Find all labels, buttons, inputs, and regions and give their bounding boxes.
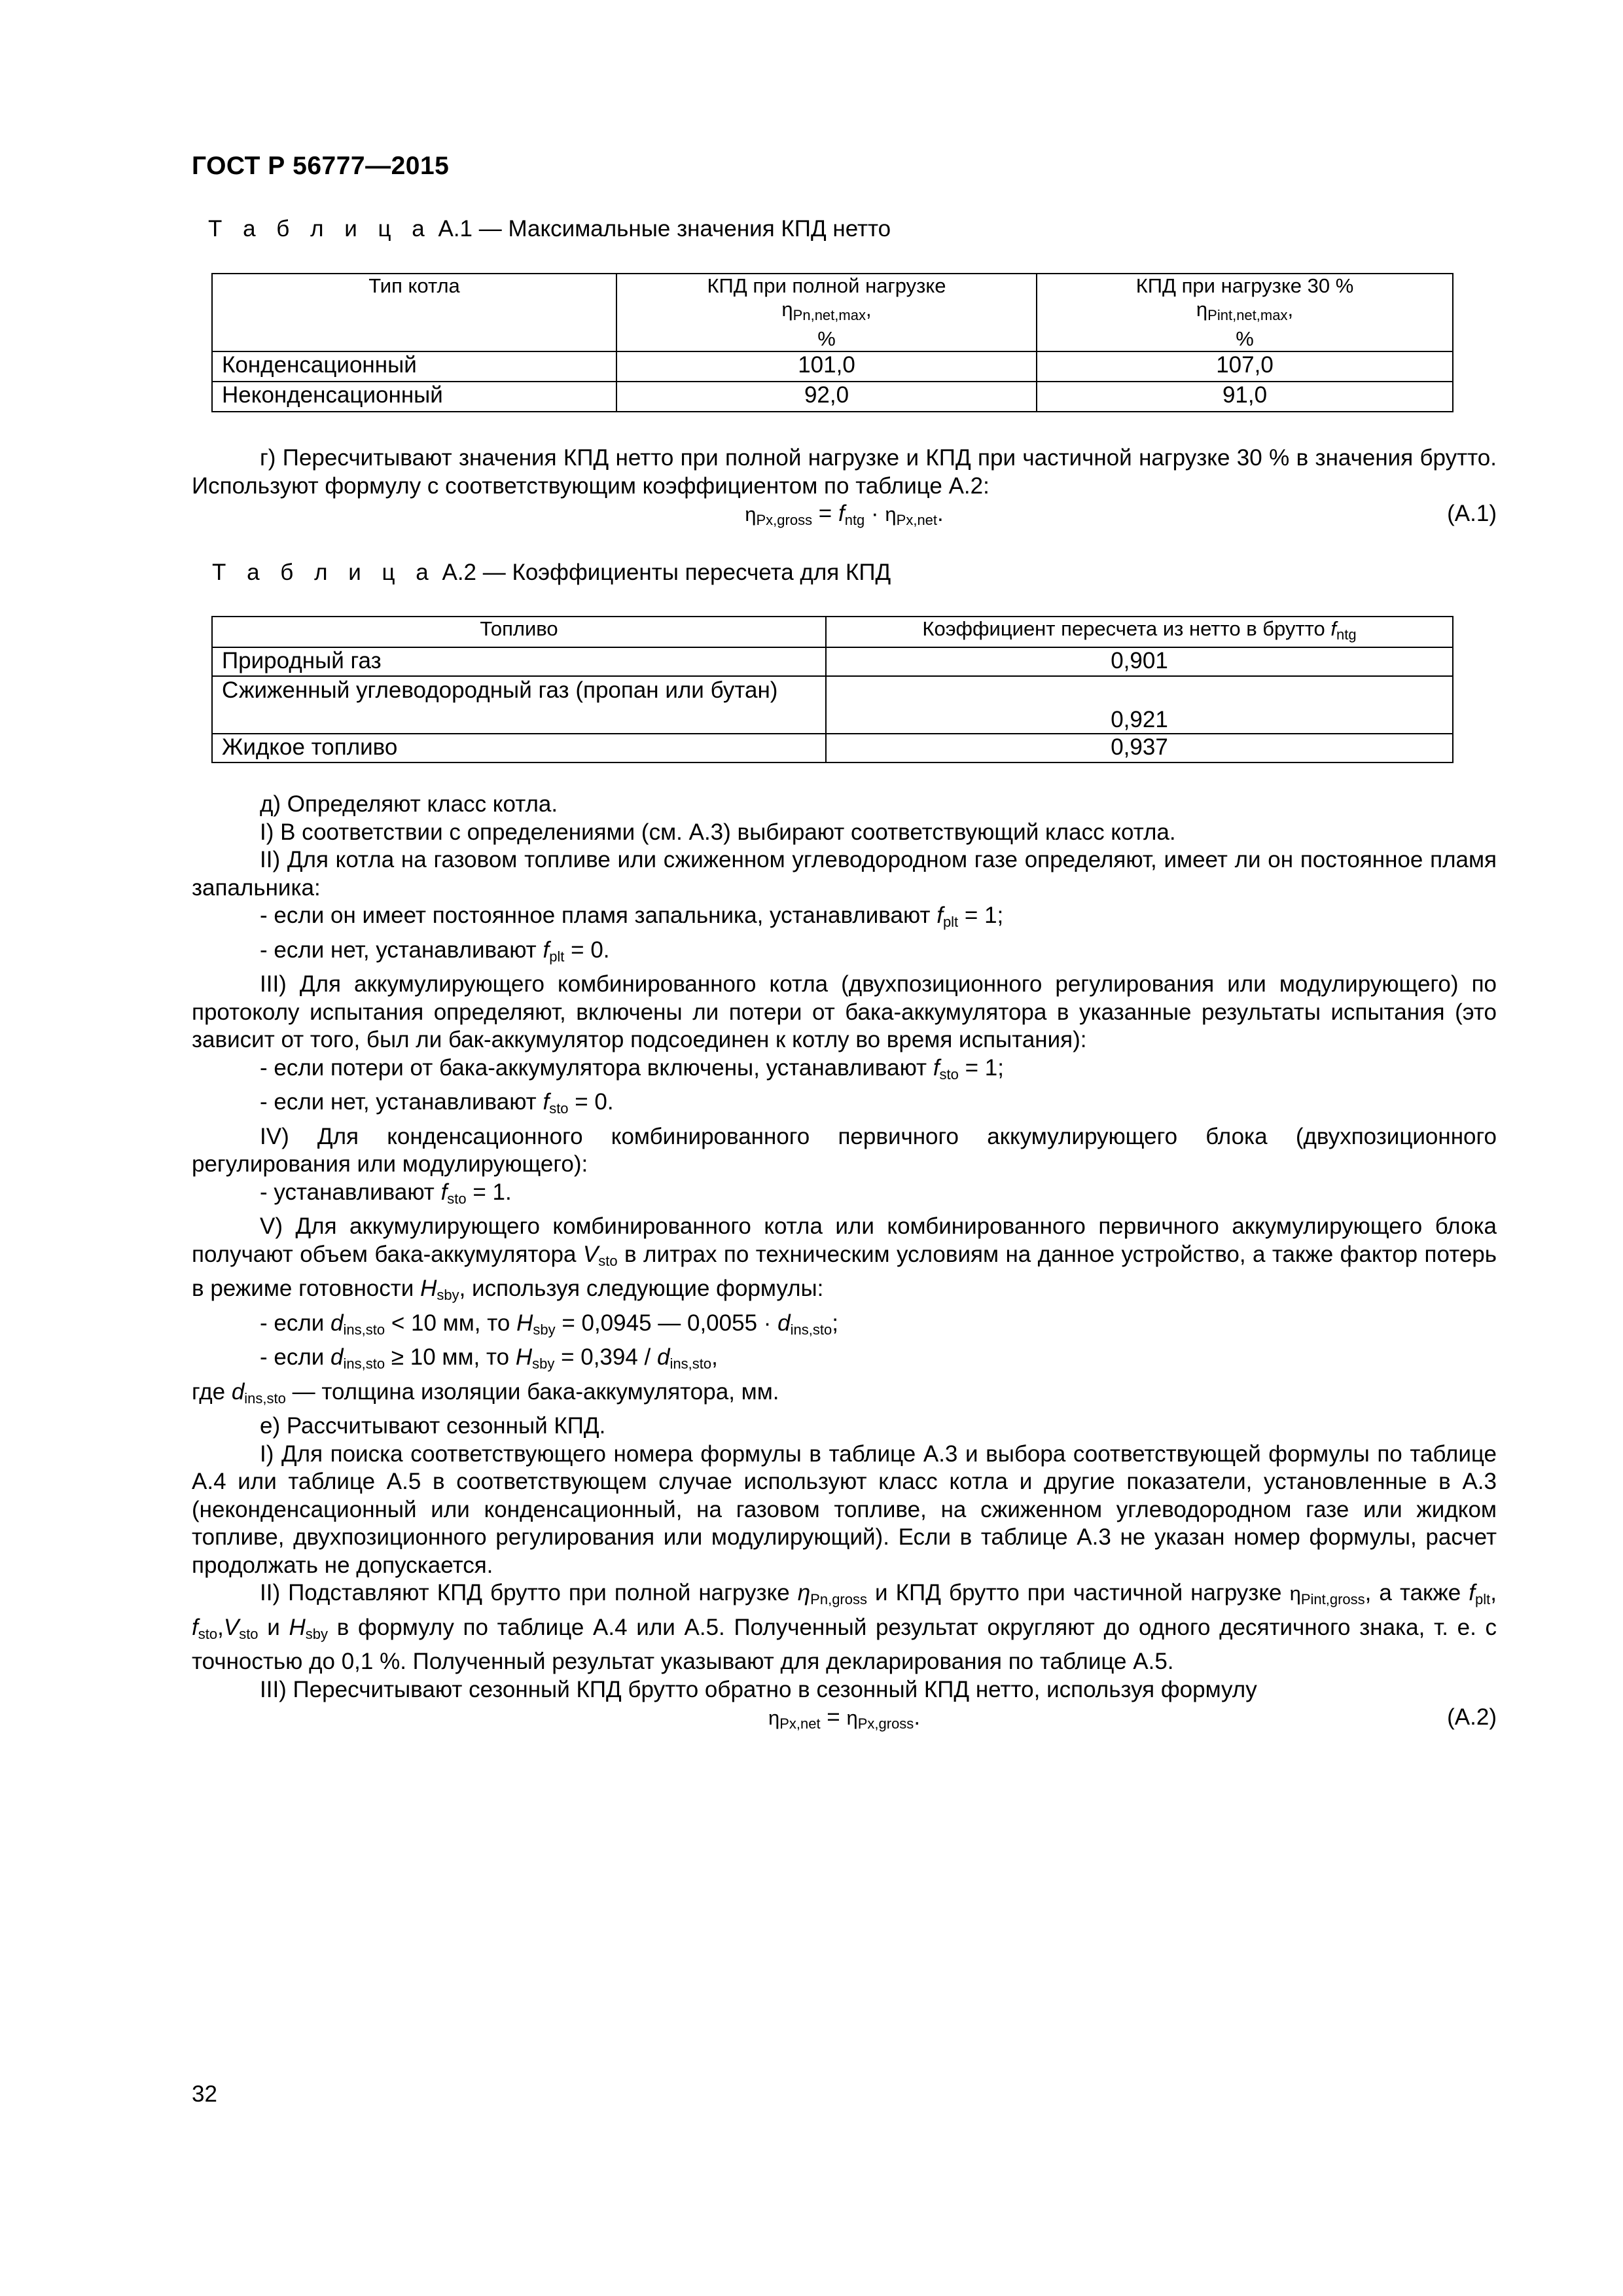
table-label: Т а б л и ц а (212, 560, 436, 585)
formula-a2: $\eta_{Px,net} = \eta_{Px,gross}$. (А.2) (768, 1704, 1497, 1732)
formula-number: (А.2) (1447, 1704, 1497, 1730)
cell-boiler-type: Неконденсационный (212, 382, 616, 412)
table-row (212, 676, 1453, 734)
header-unit: % (1236, 327, 1254, 350)
cell-part-load: 107,0 (1037, 351, 1453, 382)
table-a2-caption (212, 560, 891, 586)
table-a2-title: А.2 — Коэффициенты пересчета для КПД (442, 560, 891, 585)
header-boiler-type: Тип котла (212, 274, 616, 351)
header-symbol: $\eta_{Pint,net,max}$, (1196, 298, 1294, 323)
header-unit: % (817, 327, 836, 350)
cell-coefficient: 0,901 (826, 647, 1453, 676)
paragraph-g (192, 444, 1497, 528)
cell-full-load: 101,0 (616, 351, 1037, 382)
table-header-row (212, 274, 1453, 351)
header-fuel: Топливо (212, 617, 826, 647)
page-number: 32 (192, 2081, 217, 2107)
header-efficiency-30 (1037, 274, 1453, 351)
table-a1-caption (208, 216, 891, 242)
section-e-i: I) Для поиска соответствующего номера формулы в таблице А.3 и выбора соответствующей формулы по таблице А.4 или таблице А.5 в соответствующем случае используют класс котла и другие показатели, установленные в А.3 (неконденсационный или конденсационный, на газовом топливе, на сжиженном углеводородном газе или жидком топливе, двухпозиционного регулирования или модулирующий). Если в таблице А.3 не указан номер формулы, расчет продолжать не допускается. (192, 1441, 1497, 1578)
table-row (212, 351, 1453, 382)
list-item: - если он имеет постоянное пламя запальника, устанавливают $f_{plt} = 1$; (260, 903, 1004, 930)
cell-fuel: Сжиженный углеводородный газ (пропан или бутан) (212, 676, 826, 734)
cell-part-load: 91,0 (1037, 382, 1453, 412)
where-clause: где $d_{ins,sto}$ — толщина изоляции бака-аккумулятора, мм. (192, 1378, 779, 1407)
table-a1-title: А.1 — Максимальные значения КПД нетто (438, 216, 891, 242)
formula-number: (А.1) (1447, 501, 1497, 526)
table-header-row (212, 617, 1453, 647)
table-label: Т а б л и ц а (208, 216, 432, 242)
list-item: - если $d_{ins,sto} \ge 10$ мм, то $H_{sby} = 0,394 / d_{ins,sto}$, (260, 1344, 718, 1372)
header-efficiency-full (616, 274, 1037, 351)
section-e-iii: III) Пересчитывают сезонный КПД брутто обратно в сезонный КПД нетто, используя формулу (260, 1676, 1257, 1702)
table-row (212, 734, 1453, 762)
header-coefficient: Коэффициент пересчета из нетто в брутто $f_{ntg}$ (826, 617, 1453, 647)
list-item: - если $d_{ins,sto} < 10$ мм, то $H_{sby} = 0,0945$ — $0,0055 \cdot d_{ins,sto}$; (260, 1310, 838, 1338)
cell-fuel: Жидкое топливо (212, 734, 826, 762)
main-body (192, 791, 1497, 1732)
cell-boiler-type: Конденсационный (212, 351, 616, 382)
table-a1 (211, 273, 1454, 412)
section-d-title: д) Определяют класс котла. (260, 791, 558, 817)
table-row (212, 382, 1453, 412)
header-text: КПД при нагрузке 30 % (1135, 274, 1354, 297)
table-row (212, 647, 1453, 676)
document-header: ГОСТ Р 56777—2015 (192, 152, 450, 180)
formula-a1: $\eta_{Px,gross} = f_{ntg} \cdot \eta_{Px,net}$. (А.1) (745, 501, 1497, 528)
cell-coefficient: 0,937 (826, 734, 1453, 762)
section-d-i: I) В соответствии с определениями (см. А.3) выбирают соответствующий класс котла. (260, 819, 1176, 845)
section-d-iv: IV) Для конденсационного комбинированного первичного аккумулирующего блока (двухпозиционного регулирования или модулирующего): (192, 1123, 1497, 1177)
cell-full-load: 92,0 (616, 382, 1037, 412)
cell-fuel: Природный газ (212, 647, 826, 676)
section-d-iii: III) Для аккумулирующего комбинированного котла (двухпозиционного регулирования или модулирующего) по протоколу испытания определяют, включены ли потери от бака-аккумулятора в указанные результаты испытания (это зависит от того, был ли бак-аккумулятор подсоединен к котлу во время испытания): (192, 971, 1497, 1052)
cell-coefficient: 0,921 (826, 676, 1453, 734)
table-a2 (211, 616, 1454, 763)
list-item: - если нет, устанавливают $f_{sto} = 0$. (260, 1089, 614, 1117)
section-e-title: е) Рассчитывают сезонный КПД. (260, 1413, 606, 1439)
paragraph-text: г) Пересчитывают значения КПД нетто при полной нагрузке и КПД при частичной нагрузке 30 % в значения брутто. Используют формулу с соответствующим коэффициентом по таблице А.2: (192, 445, 1497, 499)
section-d-v: V) Для аккумулирующего комбинированного котла или комбинированного первичного аккумулирующего блока получают объем бака-аккумулятора $V_{sto}$ в литрах по техническим условиям на данное устройство, а также фактор потерь в режиме готовности $H_{sby}$, используя следующие формулы: (192, 1213, 1497, 1303)
list-item: - если нет, устанавливают $f_{plt} = 0$. (260, 937, 610, 965)
section-e-ii: II) Подставляют КПД брутто при полной нагрузке $\eta_{Pn,gross}$ и КПД брутто при частичной нагрузке $\eta_{Pint,gross}$, а также $f_{plt}$, $f_{sto},V_{sto}$ и $H_{sby}$ в формулу по таблице А.4 или А.5. Полученный результат округляют до одного десятичного знака, т. е. с точностью до 0,1 %. Полученный результат указывают для декларирования по таблице А.5. (192, 1580, 1497, 1674)
header-symbol: $\eta_{Pn,net,max}$, (781, 298, 872, 323)
list-item: - если потери от бака-аккумулятора включены, устанавливают $f_{sto} = 1$; (260, 1054, 1004, 1083)
header-text: КПД при полной нагрузке (707, 274, 946, 297)
section-d-ii: II) Для котла на газовом топливе или сжиженном углеводородном газе определяют, имеет ли он постоянное пламя запальника: (192, 847, 1497, 901)
list-item: - устанавливают $f_{sto} = 1$. (260, 1179, 512, 1207)
